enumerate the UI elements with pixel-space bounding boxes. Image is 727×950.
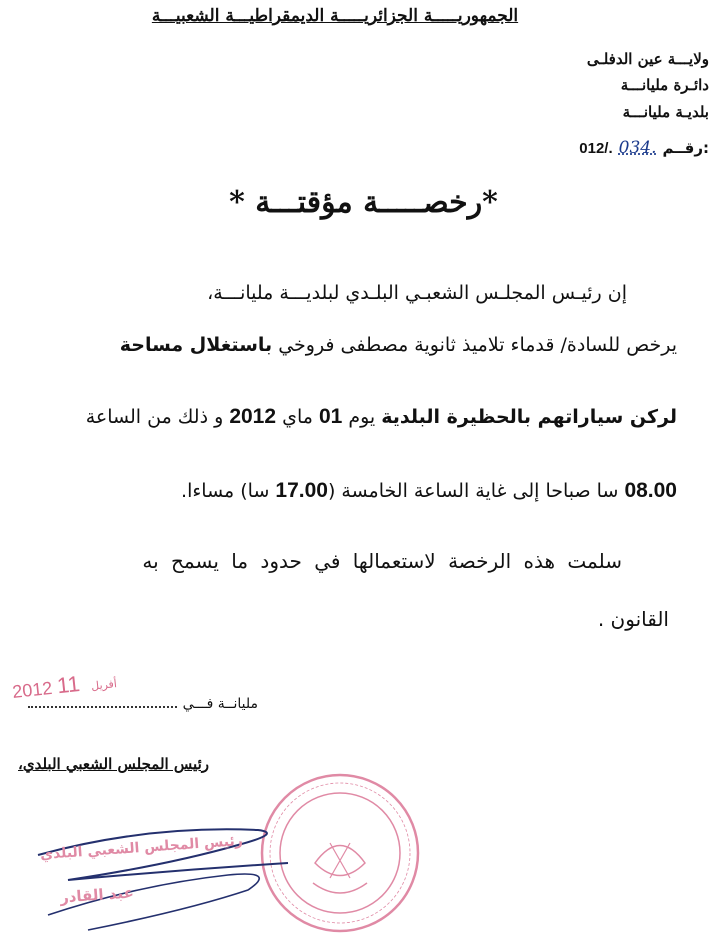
paragraph-parking bbox=[47, 404, 677, 430]
reference-number bbox=[579, 138, 709, 158]
date-stamp-day: 11 bbox=[55, 670, 82, 699]
stamp-text-line1: رئيس المجلس الشعبي البلدي bbox=[39, 832, 244, 864]
dotted-line bbox=[28, 694, 177, 708]
month-text: ماي bbox=[276, 406, 319, 428]
paragraph-intro: إن رئيـس المجلـس الشعبـي البلـدي لبلديـــة مليانـــة، bbox=[207, 282, 627, 304]
commune-line: بلديـة مليانـــة bbox=[622, 103, 709, 121]
paragraph-delivered: سلمت هذه الرخصة لاستعمالها في حدود ما يسمح به bbox=[142, 549, 622, 573]
document-title: *رخصـــــة مؤقتـــة * bbox=[229, 185, 498, 220]
evening-text: سا) مساءا. bbox=[181, 480, 276, 502]
ref-label: رقــم: bbox=[662, 139, 709, 157]
start-time: 08.00 bbox=[624, 479, 677, 502]
signature-icon bbox=[28, 805, 308, 945]
permit-text: يرخص للسادة/ قدماء تلاميذ ثانوية مصطفى فروخي bbox=[272, 334, 677, 356]
year-number: 2012 bbox=[229, 405, 277, 428]
paragraph-permit bbox=[47, 332, 677, 358]
place-date-line bbox=[28, 694, 258, 712]
day-text: يوم bbox=[342, 406, 382, 428]
signatory-title: رئيس المجلس الشعبي البلدي، bbox=[18, 755, 209, 773]
country-header: الجمهوريـــــة الجزائريـــــة الديمقراطيـــة الشعبيـــة bbox=[151, 6, 519, 26]
daira-line: دائـرة مليانـــة bbox=[620, 76, 709, 94]
paragraph-hours bbox=[47, 478, 677, 504]
date-stamp-year: 2012 bbox=[11, 677, 54, 702]
day-number: 01 bbox=[318, 405, 343, 428]
place-label: مليانــة فـــي bbox=[182, 696, 258, 712]
ref-handwritten: 034. bbox=[618, 138, 657, 158]
end-time: 17.00 bbox=[275, 479, 328, 502]
date-stamp-month: أفريل bbox=[90, 678, 118, 693]
stamp-text-line2: عبد القادر bbox=[59, 883, 135, 907]
from-hour-text: و ذلك من الساعة bbox=[85, 406, 230, 428]
hours-text: سا صباحا إلى غاية الساعة الخامسة ( bbox=[327, 480, 625, 502]
permit-bold: باستغلال مساحة bbox=[119, 334, 273, 356]
parking-bold: لركن سياراتهم بالحظيرة البلدية bbox=[381, 406, 677, 428]
paragraph-law: القانون . bbox=[597, 607, 669, 631]
wilaya-line: ولايـــة عين الدفلـى bbox=[586, 50, 709, 68]
ref-suffix: 012/. bbox=[579, 140, 613, 157]
